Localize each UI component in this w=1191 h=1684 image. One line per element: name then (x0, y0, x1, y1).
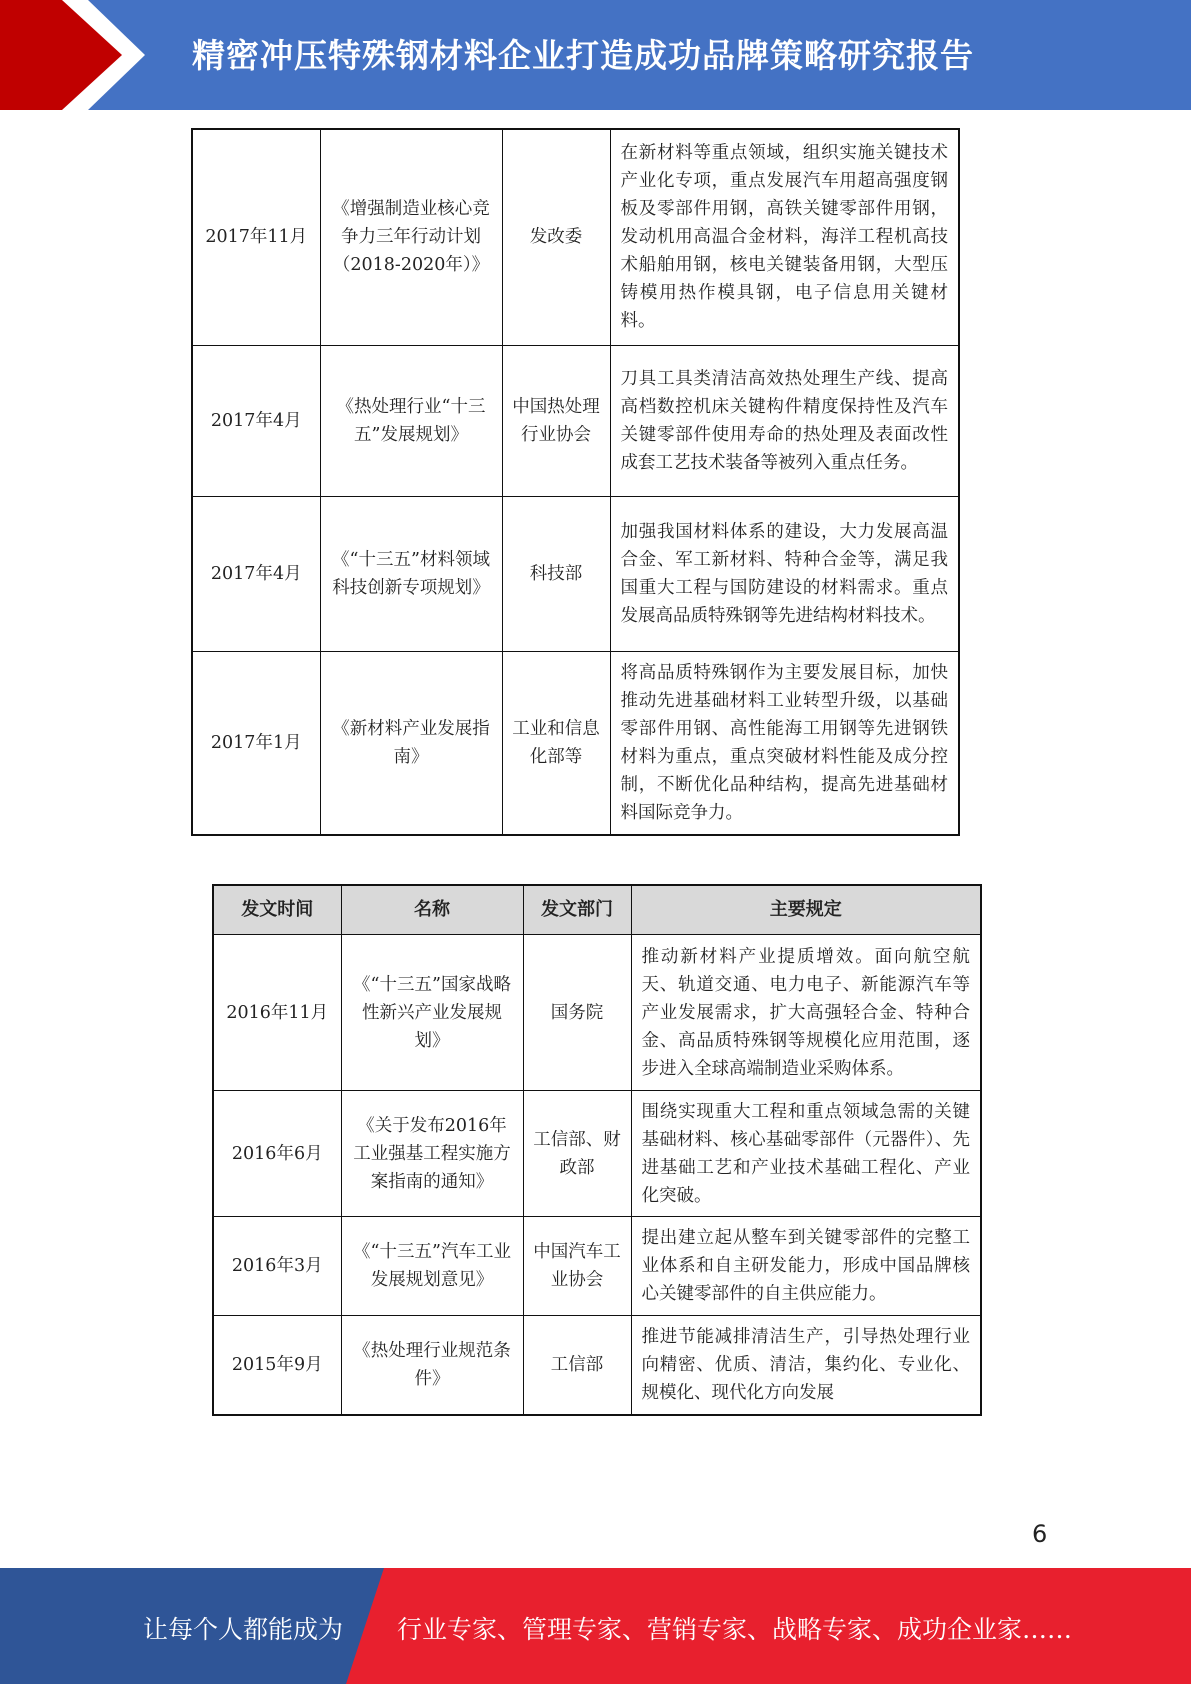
page-header (0, 0, 1191, 110)
table-row (213, 1316, 981, 1415)
table-row (213, 935, 981, 1091)
table-header-row (213, 885, 981, 935)
dept-cell: 科技部 (502, 496, 610, 651)
header-dept: 发文部门 (523, 885, 631, 935)
date-cell: 2015年9月 (213, 1316, 341, 1415)
name-cell: 《关于发布2016年工业强基工程实施方案指南的通知》 (341, 1091, 523, 1217)
date-cell: 2017年11月 (192, 129, 320, 345)
page-footer (0, 1568, 1191, 1684)
date-cell: 2016年11月 (213, 935, 341, 1091)
page-number: 6 (1032, 1520, 1048, 1548)
name-cell: 《“十三五”材料领域科技创新专项规划》 (320, 496, 502, 651)
dept-cell: 工业和信息化部等 (502, 651, 610, 835)
table-row (192, 129, 959, 345)
date-cell: 2017年4月 (192, 345, 320, 496)
name-cell: 《增强制造业核心竞争力三年行动计划（2018-2020年）》 (320, 129, 502, 345)
table-row (192, 496, 959, 651)
dept-cell: 发改委 (502, 129, 610, 345)
footer-slogan-left: 让每个人都能成为 (143, 1615, 344, 1644)
content-cell: 将高品质特殊钢作为主要发展目标，加快推动先进基础材料工业转型升级，以基础零部件用钢、高性能海工用钢等先进钢铁材料为重点，重点突破材料性能及成分控制，不断优化品种结构，提高先进基础材料国际竞争力。 (610, 651, 959, 835)
content-cell: 加强我国材料体系的建设，大力发展高温合金、军工新材料、特种合金等，满足我国重大工程与国防建设的材料需求。重点发展高品质特殊钢等先进结构材料技术。 (610, 496, 959, 651)
content-cell: 刀具工具类清洁高效热处理生产线、提高高档数控机床关键构件精度保持性及汽车关键零部件使用寿命的热处理及表面改性成套工艺技术装备等被列入重点任务。 (610, 345, 959, 496)
content-cell: 围绕实现重大工程和重点领域急需的关键基础材料、核心基础零部件（元器件）、先进基础工艺和产业技术基础工程化、产业化突破。 (631, 1091, 981, 1217)
dept-cell: 中国汽车工业协会 (523, 1217, 631, 1316)
content-cell: 推动新材料产业提质增效。面向航空航天、轨道交通、电力电子、新能源汽车等产业发展需求，扩大高强轻合金、特种合金、高品质特殊钢等规模化应用范围，逐步进入全球高端制造业采购体系。 (631, 935, 981, 1091)
dept-cell: 国务院 (523, 935, 631, 1091)
table-row (213, 1091, 981, 1217)
date-cell: 2017年4月 (192, 496, 320, 651)
name-cell: 《“十三五”国家战略性新兴产业发展规划》 (341, 935, 523, 1091)
dept-cell: 工信部 (523, 1316, 631, 1415)
footer-slogan-right: 行业专家、管理专家、营销专家、战略专家、成功企业家…… (397, 1615, 1073, 1644)
date-cell: 2017年1月 (192, 651, 320, 835)
dept-cell: 中国热处理行业协会 (502, 345, 610, 496)
policy-table-continued (191, 128, 960, 836)
report-title: 精密冲压特殊钢材料企业打造成功品牌策略研究报告 (192, 36, 974, 75)
name-cell: 《热处理行业“十三五”发展规划》 (320, 345, 502, 496)
date-cell: 2016年6月 (213, 1091, 341, 1217)
table-row (192, 651, 959, 835)
name-cell: 《热处理行业规范条件》 (341, 1316, 523, 1415)
table-row (213, 1217, 981, 1316)
header-content: 主要规定 (631, 885, 981, 935)
date-cell: 2016年3月 (213, 1217, 341, 1316)
name-cell: 《新材料产业发展指南》 (320, 651, 502, 835)
table-row (192, 345, 959, 496)
header-date: 发文时间 (213, 885, 341, 935)
header-name: 名称 (341, 885, 523, 935)
header-red-arrow-icon (0, 0, 150, 110)
dept-cell: 工信部、财政部 (523, 1091, 631, 1217)
name-cell: 《“十三五”汽车工业发展规划意见》 (341, 1217, 523, 1316)
content-cell: 在新材料等重点领域，组织实施关键技术产业化专项，重点发展汽车用超高强度钢板及零部件用钢，高铁关键零部件用钢，发动机用高温合金材料，海洋工程机高技术船舶用钢，核电关键装备用钢，大型压铸模用热作模具钢，电子信息用关键材料。 (610, 129, 959, 345)
content-cell: 推进节能减排清洁生产，引导热处理行业向精密、优质、清洁，集约化、专业化、规模化、现代化方向发展 (631, 1316, 981, 1415)
policy-table (212, 884, 982, 1416)
content-cell: 提出建立起从整车到关键零部件的完整工业体系和自主研发能力，形成中国品牌核心关键零部件的自主供应能力。 (631, 1217, 981, 1316)
